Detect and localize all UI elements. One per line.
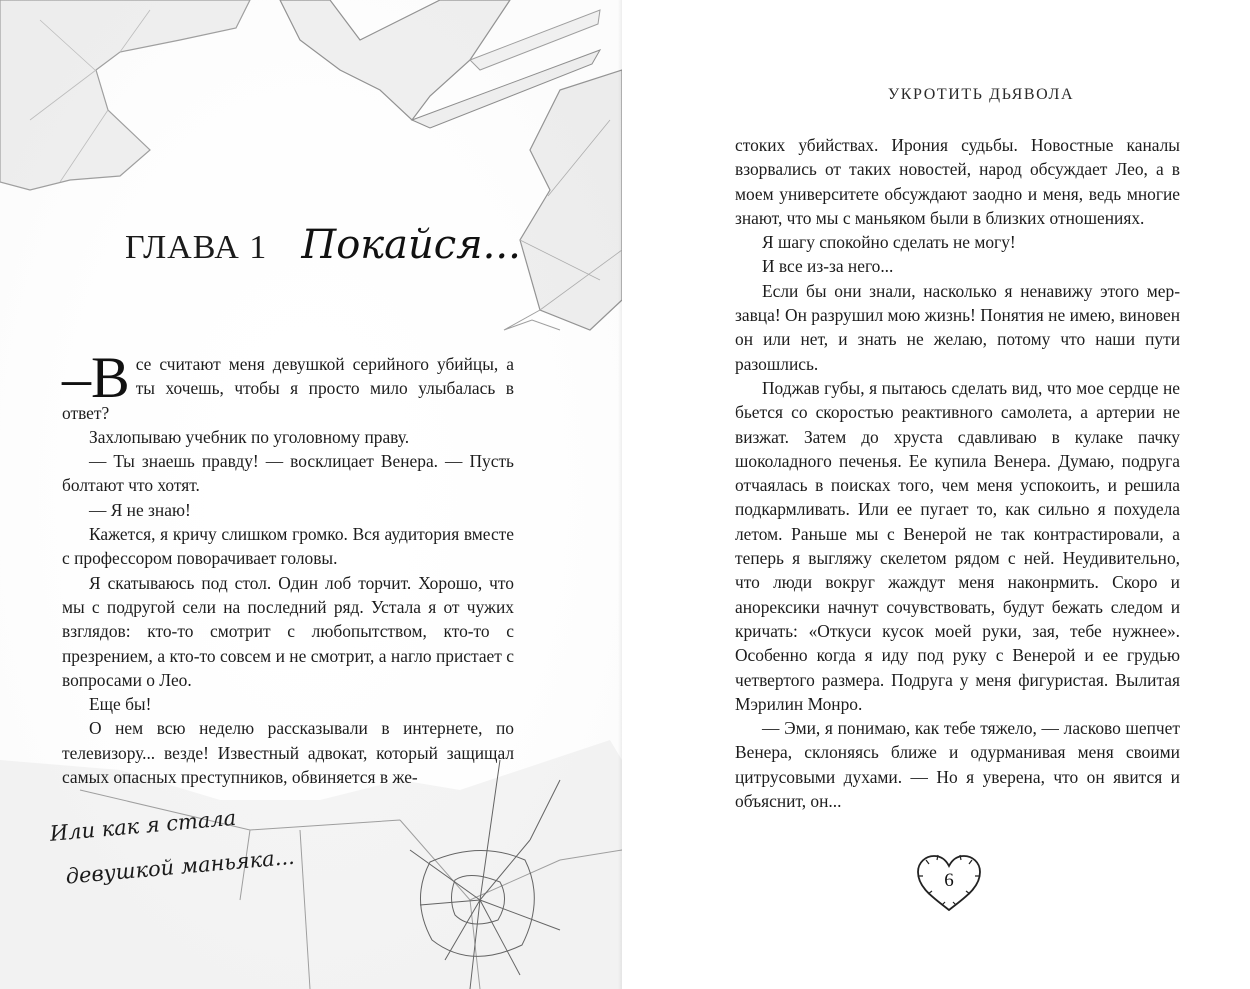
paragraph: — Ты знаешь правду! — восклицает Венера. — Пусть болтают что хотят. [62, 451, 514, 496]
paragraph: И все из-за него... [762, 256, 894, 277]
paragraph: Кажется, я кричу слишком громко. Вся аудитория вместе с профессором поворачивает головы. [62, 524, 514, 569]
tagline-line-2: девушкой маньяка... [64, 844, 296, 889]
right-page-body [735, 133, 1180, 813]
tagline-line-1: Или как я стала [48, 805, 238, 846]
paragraph: Захлопываю учебник по уголовному праву. [89, 426, 410, 447]
continuation-paragraph: стоких убийствах. Ирония судьбы. Новостные каналы взорвались от таких новостей, народ обсуждает Лео, а в моем университете обсуждают заодно и меня, ведь многие знают, что мы с маньяком были в близких отношениях. [735, 135, 1180, 228]
running-head [622, 84, 1250, 104]
paragraph: — Я не знаю! [89, 499, 191, 520]
chapter-label: ГЛАВА 1 [125, 229, 268, 266]
opening-paragraph [62, 345, 514, 425]
drop-cap [62, 345, 130, 410]
lead-dash: – [62, 345, 91, 410]
running-head-title: УКРОТИТЬ ДЬЯВОЛА [887, 86, 1075, 103]
left-page-body [62, 345, 514, 789]
paragraph: О нем всю неделю рассказывали в интернете, по телевизору... везде! Известный адвокат, который защищал самых опасных преступников, обвиняется в же- [62, 718, 514, 788]
chapter-heading [125, 222, 521, 268]
paragraph: Я шагу спокойно сделать не могу! [762, 232, 1016, 253]
right-page [622, 0, 1250, 989]
left-page [0, 0, 622, 989]
paragraph: Поджав губы, я пытаюсь сделать вид, что мое сердце не бьется со скоростью реактивного самолета, а артерии не визжат. Затем до хруста сдавливаю в кулаке пачку шоколадного печенья. Ее купила Венера. Думаю, подруга отчаялась в поисках того, чем меня успокоить, и решила подкармливать. Или ее пугает то, как сильно я похудела летом. Раньше мы с Венерой не так контрастировали, а теперь я выгляжу скелетом рядом с ней. Неудивительно, что люди вокруг жаждут меня наконрмить. Скоро и анорексики начнут сочувствовать, будут бежать следом и кричать: «Откуси кусок моей руки, зая, тебе нужнее». Особенно когда я иду под руку с Венерой и ее грудью четвертого размера. Подруга у меня фигуристая. Вылитая Мэрилин Монро. [735, 377, 1180, 714]
paragraph: — Эми, я понимаю, как тебе тяжело, — ласково шепчет Венера, склоняясь ближе и одурманивая меня своими цитрусовыми духами. — Но я уверена, что он явится и объяснит, он... [735, 718, 1180, 812]
opening-paragraph-text: се считают меня девушкой серийного убийцы, а ты хочешь, чтобы я просто мило улыбалась в ответ? [62, 354, 514, 423]
page-number: 6 [944, 870, 954, 891]
paragraph: Если бы они знали, насколько я ненавижу этого мерзавца! Он разрушил мою жизнь! Понятия не имею, виновен он или нет, и знать не желаю, потому что наши пути разошлись. [735, 280, 1180, 374]
page-number-badge [912, 852, 986, 916]
paragraph: Я скатываюсь под стол. Один лоб торчит. Хорошо, что мы с подругой сели на последний ряд. Устала я от чужих взглядов: кто-то смотрит с любопытством, кто-то с презрением, а кто-то совсем и не смотрит, а нагло пристает с вопросами о Лео. [62, 572, 514, 690]
drop-cap-letter: В [91, 345, 130, 410]
paragraph: Еще бы! [89, 694, 152, 715]
chapter-title: Покайся... [301, 222, 521, 268]
